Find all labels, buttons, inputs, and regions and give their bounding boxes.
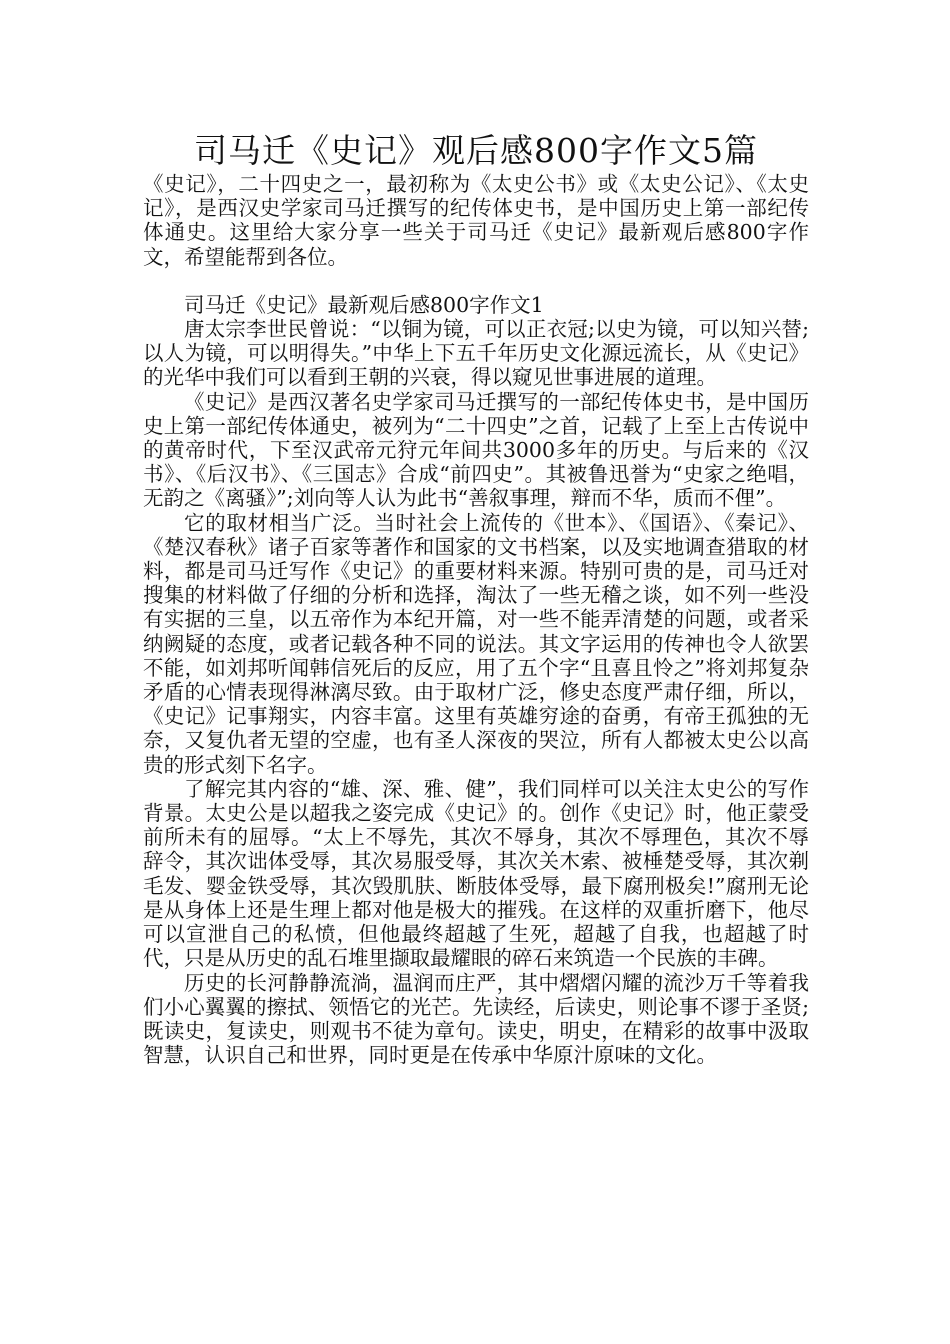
blank-line: [143, 269, 809, 293]
body-paragraph-3: 它的取材相当广泛。当时社会上流传的《世本》、《国语》、《秦记》、《楚汉春秋》诸子百家等著作和国家的文书档案，以及实地调查猎取的材料，都是司马迁写作《史记》的重要材料来源。特别可贵的是，司马迁对搜集的材料做了仔细的分析和选择，淘汰了一些无稽之谈，如不列一些没有实据的三皇，以五帝作为本纪开篇，对一些不能弄清楚的问题，或者采纳阙疑的态度，或者记载各种不同的说法。其文字运用的传神也令人欲罢不能，如刘邦听闻韩信死后的反应，用了五个字“且喜且怜之”将刘邦复杂矛盾的心情表现得淋漓尽致。由于取材广泛，修史态度严肃仔细，所以，《史记》记事翔实，内容丰富。这里有英雄穷途的奋勇，有帝王孤独的无奈，又复仇者无望的空虚，也有圣人深夜的哭泣，所有人都被太史公以高贵的形式刻下名字。: [143, 510, 809, 777]
section-heading: 司马迁《史记》最新观后感800字作文1: [184, 292, 544, 317]
body-paragraph-4: 了解完其内容的“雄、深、雅、健”，我们同样可以关注太史公的写作背景。太史公是以超我之姿完成《史记》的。创作《史记》时，他正蒙受前所未有的屈辱。“太上不辱先，其次不辱身，其次不辱理色，其次不辱辞令，其次诎体受辱，其次易服受辱，其次关木索、被棰楚受辱，其次剃毛发、婴金铁受辱，其次毁肌肤、断肢体受辱，最下腐刑极矣!”腐刑无论是从身体上还是生理上都对他是极大的摧残。在这样的双重折磨下，他尽可以宣泄自己的私愤，但他最终超越了生死，超越了自我，也超越了时代，只是从历史的乱石堆里撷取最耀眼的碎石来筑造一个民族的丰碑。: [143, 776, 809, 971]
document-title: 司马迁《史记》观后感800字作文5篇: [194, 131, 758, 170]
body-paragraph-2: 《史记》是西汉著名史学家司马迁撰写的一部纪传体史书，是中国历史上第一部纪传体通史，被列为“二十四史”之首，记载了上至上古传说中的黄帝时代，下至汉武帝元狩元年间共3000多年的历史。与后来的《汉书》、《后汉书》、《三国志》合成“前四史”。其被鲁迅誉为“史家之绝唱，无韵之《离骚》”;刘向等人认为此书“善叙事理，辩而不华，质而不俚”。: [143, 389, 809, 511]
body-paragraph-1: 唐太宗李世民曾说：“以铜为镜，可以正衣冠;以史为镜，可以知兴替;以人为镜，可以明得失。”中华上下五千年历史文化源远流长，从《史记》的光华中我们可以看到王朝的兴衰，得以窥见世事进展的道理。: [143, 317, 809, 390]
intro-paragraph: 《史记》，二十四史之一，最初称为《太史公书》或《太史公记》、《太史记》，是西汉史学家司马迁撰写的纪传体史书，是中国历史上第一部纪传体通史。这里给大家分享一些关于司马迁《史记》最新观后感800字作文，希望能帮到各位。: [143, 172, 809, 269]
document-page: [143, 130, 809, 1067]
body-paragraph-5: 历史的长河静静流淌，温润而庄严，其中熠熠闪耀的流沙万千等着我们小心翼翼的擦拭、领悟它的光芒。先读经，后读史，则论事不谬于圣贤;既读史，复读史，则观书不徒为章句。读史，明史，在精彩的故事中汲取智慧，认识自己和世界，同时更是在传承中华原汁原味的文化。: [143, 970, 809, 1068]
